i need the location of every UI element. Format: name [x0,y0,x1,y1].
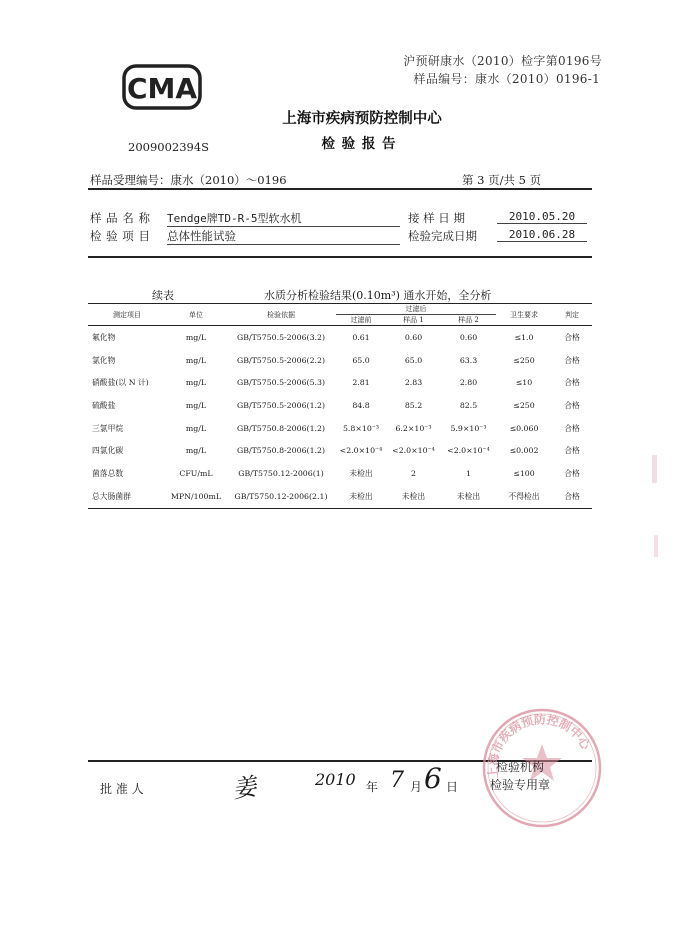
header-judgement: 判定 [565,310,579,319]
cell-unit: mg/L [185,332,207,342]
table-row [88,439,592,462]
sign-year: 2010 [315,770,356,789]
cell-item: 菌落总数 [92,468,124,478]
cell-item: 硫酸盐 [92,400,116,410]
cell-sample2: 82.5 [459,400,478,410]
cell-before: 未检出 [349,468,373,478]
cell-standard: 不得检出 [508,491,540,501]
cell-unit: MPN/100mL [170,491,222,501]
cell-standard: ≤0.002 [509,446,539,456]
cell-basis: GB/T5750.8-2006(1.2) [236,423,326,433]
cell-standard: ≤0.060 [509,423,539,433]
cell-judgement: 合格 [564,446,580,456]
complete-date-value: 2010.06.28 [497,228,587,242]
test-item-value: 总体性能试验 [167,228,400,245]
cell-unit: CFU/mL [179,468,213,478]
cell-basis: GB/T5750.12-2006(1) [238,468,324,478]
day-unit: 日 [446,780,459,794]
cell-sample1: 未检出 [401,491,426,501]
cell-item: 总大肠菌群 [92,491,131,501]
sample-name-label: 样 品 名 称 [90,211,151,225]
cell-standard: ≤100 [513,468,535,478]
cell-judgement: 合格 [564,332,580,342]
results-table [88,287,592,509]
cell-sample2: 5.9×10⁻³ [450,423,487,433]
header-basis: 检验依据 [267,310,295,319]
cell-sample1: 6.2×10⁻³ [395,423,432,433]
table-row [88,394,592,417]
cell-unit: mg/L [185,355,207,365]
table-title: 水质分析检验结果(0.10m³) 通水开始，全分析 [264,289,492,302]
cell-before: 5.8×10⁻³ [342,423,380,433]
cell-item: 氟化物 [92,332,116,342]
cell-sample1: 0.60 [404,332,423,342]
edge-mark [654,535,658,557]
header-standard: 卫生要求 [510,310,538,319]
cell-before: 未检出 [349,491,373,501]
cell-sample1: 2.83 [404,378,423,388]
info-rule [88,256,592,258]
cell-judgement: 合格 [564,400,580,410]
cell-before: 0.61 [352,332,370,342]
edge-mark [652,455,657,483]
cell-judgement: 合格 [564,355,580,365]
cell-item: 四氯化碳 [92,446,124,456]
month-unit: 月 [410,780,423,794]
cell-sample1: 2 [411,468,416,478]
header-unit: 单位 [189,310,203,319]
cell-before: <2.0×10⁻⁴ [339,446,383,456]
cell-unit: mg/L [185,378,207,388]
cell-sample2: 0.60 [459,332,478,342]
year-unit: 年 [366,780,379,794]
table-row [88,417,592,440]
stamp-line1: 检验机构 [496,760,545,774]
cell-basis: GB/T5750.12-2006(2.1) [234,491,328,501]
receipt-value: 康水（2010）～0196 [170,173,287,187]
header-after-filter: 过滤后 [336,304,496,315]
table-row [88,371,592,394]
stamp-line2: 检验专用章 [490,778,551,792]
cell-standard: ≤250 [513,400,535,410]
cell-judgement: 合格 [564,378,580,388]
cell-basis: GB/T5750.5-2006(3.2) [236,332,326,342]
cell-judgement: 合格 [564,423,580,433]
cell-item: 三氯甲烷 [92,423,124,433]
cell-sample1: 65.0 [404,355,423,365]
cell-item: 氯化物 [92,355,116,365]
test-item-label: 检 验 项 目 [90,229,151,243]
cell-judgement: 合格 [564,468,580,478]
continued-label: 续表 [152,289,174,302]
table-row [88,485,592,508]
receive-date-label: 接 样 日 期 [408,211,465,225]
header-before: 过滤前 [350,316,372,324]
cell-sample2: 2.80 [459,378,478,388]
cell-unit: mg/L [185,423,207,433]
cell-judgement: 合格 [564,491,580,501]
cell-sample2: <2.0×10⁻⁴ [447,446,490,456]
header-item: 测定项目 [113,310,141,319]
sign-month: 7 [390,768,404,793]
approver-signature: 姜 [230,772,259,804]
seal-ring-text: 上海市疾病预防控制中心 [485,712,594,779]
cma-logo [122,62,202,112]
approval-number: 沪预研康水（2010）检字第0196号 [403,54,602,68]
table-row [88,326,592,349]
receive-date-value: 2010.05.20 [497,210,587,224]
cell-standard: ≤250 [513,355,535,365]
document-id: 2009002394S [128,140,210,154]
header-sample2: 样品 2 [458,316,479,324]
cma-logo-text: CMA [126,72,198,105]
cell-unit: mg/L [185,446,207,456]
receipt-number [90,172,287,188]
cell-basis: GB/T5750.5-2006(5.3) [236,378,326,388]
receipt-label: 样品受理编号： [90,173,171,187]
cell-sample2: 63.3 [459,355,478,365]
cell-basis: GB/T5750.5-2006(2.2) [236,355,326,365]
table-row [88,349,592,372]
sample-code: 样品编号：康水（2010）0196-1 [413,72,600,86]
organization-title: 上海市疾病预防控制中心 [282,111,442,127]
sample-name-value: Tendge牌TD-R-5型软水机 [167,210,400,227]
cell-before: 65.0 [352,355,370,365]
header-rule [88,188,592,190]
report-title: 检 验 报 告 [321,136,397,152]
cell-sample2: 未检出 [456,491,481,501]
header-sample1: 样品 1 [403,316,424,324]
approver-label: 批 准 人 [100,782,144,796]
page-info: 第 3 页/共 5 页 [462,173,542,187]
sign-day: 6 [424,762,442,795]
cell-standard: ≤10 [515,378,533,388]
cell-sample2: 1 [466,468,471,478]
cell-basis: GB/T5750.5-2006(1.2) [236,400,326,410]
cell-sample1: <2.0×10⁻⁴ [392,446,435,456]
cell-basis: GB/T5750.8-2006(1.2) [236,446,326,456]
table-row [88,462,592,485]
cell-before: 2.81 [352,378,370,388]
cell-sample1: 85.2 [404,400,423,410]
cell-unit: mg/L [185,400,207,410]
cell-item: 硝酸盐(以 N 计) [92,378,149,388]
cell-standard: ≤1.0 [514,332,534,342]
cell-before: 84.8 [352,400,370,410]
complete-date-label: 检验完成日期 [408,229,477,243]
